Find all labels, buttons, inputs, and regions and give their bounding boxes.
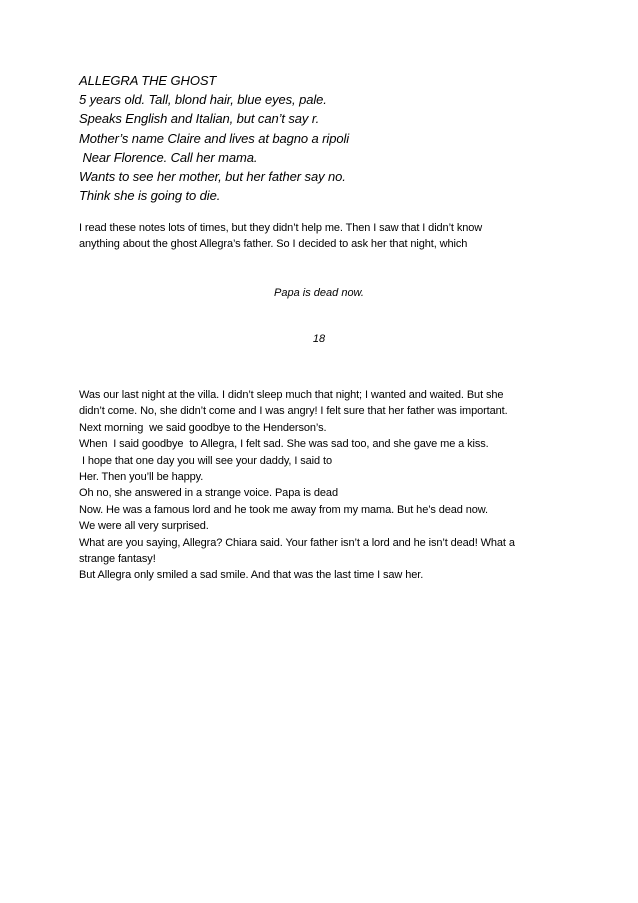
paragraph-line: strange fantasy!: [79, 553, 156, 566]
notes-line: 5 years old. Tall, blond hair, blue eyes, pale.: [79, 92, 327, 108]
paragraph-line: didn’t come. No, she didn’t come and I was angry! I felt sure that her father was important.: [79, 405, 508, 418]
paragraph-line: I hope that one day you will see your daddy, I said to: [79, 454, 332, 467]
paragraph-2: [79, 387, 569, 584]
notes-line: Speaks English and Italian, but can’t say r.: [79, 111, 320, 127]
paragraph-line: When I said goodbye to Allegra, I felt sad. She was sad too, and she gave me a kiss.: [79, 438, 489, 451]
paragraph-line: Now. He was a famous lord and he took me away from my mama. But he’s dead now.: [79, 503, 488, 516]
paragraph-line: I read these notes lots of times, but they didn’t help me. Then I saw that I didn’t know: [79, 222, 483, 234]
page-number: 18: [312, 333, 326, 345]
paragraph-line: But Allegra only smiled a sad smile. And that was the last time I saw her.: [79, 569, 424, 582]
notes-line: Mother’s name Claire and lives at bagno a ripoli: [79, 130, 350, 146]
character-notes: [79, 71, 559, 205]
paragraph-line: Was our last night at the villa. I didn’t sleep much that night; I wanted and waited. But she: [79, 389, 504, 401]
paragraph-line: What are you saying, Allegra? Chiara said. Your father isn’t a lord and he isn’t dead! What a: [79, 536, 515, 549]
notes-line: Near Florence. Call her mama.: [79, 149, 258, 165]
paragraph-line: Oh no, she answered in a strange voice. Papa is dead: [79, 487, 338, 500]
notes-line: Wants to see her mother, but her father say no.: [79, 169, 346, 185]
notes-line: Think she is going to die.: [79, 188, 221, 204]
paragraph-line: anything about the ghost Allegra’s father. So I decided to ask her that night, which: [79, 238, 468, 251]
paragraph-line: Her. Then you’ll be happy.: [79, 471, 204, 484]
quote-line: Papa is dead now.: [274, 287, 364, 299]
notes-title: ALLEGRA THE GHOST: [79, 73, 217, 88]
paragraph-line: We were all very surprised.: [79, 520, 209, 533]
paragraph-line: Next morning we said goodbye to the Henderson’s.: [79, 421, 327, 434]
paragraph-1: [79, 220, 569, 253]
